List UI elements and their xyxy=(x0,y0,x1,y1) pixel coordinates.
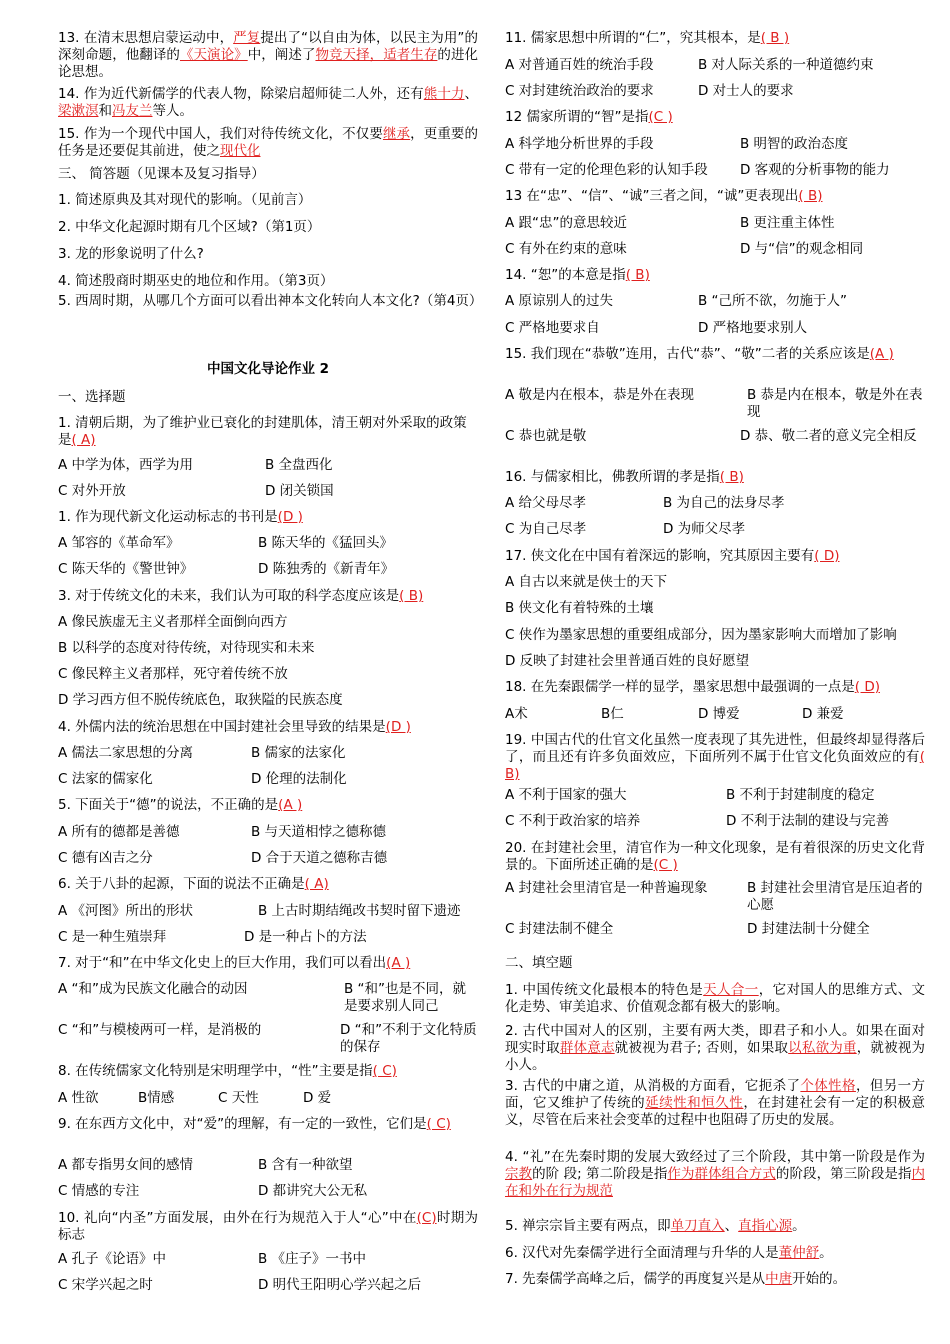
answer: 群体意志 xyxy=(559,1040,615,1056)
answer: (A ) xyxy=(386,955,411,971)
option: C 像民粹主义者那样，死守着传统不放 xyxy=(58,666,288,682)
answer: (A ) xyxy=(278,797,303,813)
question-stem: 1. 作为现代新文化运动标志的书刊是(D ) xyxy=(58,509,303,525)
answer: 熊十力 xyxy=(423,86,465,102)
fill-6: 6. 汉代对先秦儒学进行全面清理与升华的人是董仲舒。 xyxy=(505,1245,833,1261)
question-stem: 18. 在先秦跟儒学一样的显学，墨家思想中最强调的一点是( D) xyxy=(505,679,880,695)
question-stem: 5. 下面关于“德”的说法，不正确的是(A ) xyxy=(58,797,303,813)
document-page: 13. 在清末思想启蒙运动中，严复提出了“以自由为体，以民主为用”的深刻命题，他翻译的《天演论》中，阐述了物竞天择，适者生存的进化论思想。 14. 作为近代新儒学的代表人物，除梁启超师徒二人外，还有熊十力、梁漱溟和冯友兰等人。 15. 作为一个现代中国人，我们对待传统文化，不仅要继承，更重要的任务是还要促其前进，使之现代化 三、 简答题（见课本及复习指导） 1. 简述原典及其对现代的影响。（见前言） 2. 中华文化起源时期有几个区域?（第1页） 3. 龙的形象说明了什么? 4. 简述殷商时期巫史的地位和作用。（第3页） 5. 西周时期，从哪几个方面可以看出神本文化转向人本文化?（第4页） 中国文化导论作业 2 一、选择题 1. 清朝后期，为了维护业已衰化的封建肌体，清王朝对外采取的政策是( A) A 中学为体，西学为用 B 全盘西化 C 对外开放 D 闭关锁国 1. 作为现代新文化运动标志的书刊是(D ) A 邹容的《革命军》 B 陈天华的《猛回头》 C 陈天华的《警世钟》 D 陈独秀的《新青年》 3. 对于传统文化的未来，我们认为可取的科学态度应该是( B) A 像民族虚无主义者那样全面倒向西方 B 以科学的态度对待传统，对待现实和未来 C 像民粹主义者那样，死守着传统不放 D 学习西方但不脱传统底色，取狭隘的民族态度 4. 外儒内法的统治思想在中国封建社会里导致的结果是(D ) A 儒法二家思想的分离 B 儒家的法家化 C 法家的儒家化 D 伦理的法制化 5. 下面关于“德”的说法，不正确的是(A ) A 所有的德都是善德 B 与天道相悖之德称德 C 德有凶吉之分 D 合于天道之德称吉德 6. 关于八卦的起源，下面的说法不正确是( A) A 《河图》所出的形状 B 上古时期结绳改书契时留下遗迹 C 是一种生殖崇拜 D 是一种占卜的方法 7. 对于“和”在中华文化史上的巨大作用，我们可以看出(A ) A “和”成为民族文化融合的动因 B “和”也是不同，就是要求别人同己 C “和”与模棱两可一样，是消极的 D “和”不利于文化特质的保存 8. 在传统儒家文化特别是宋明理学中，“性”主要是指( C) A 性欲 B情感 C 天性 D 爱 9. 在东西方文化中，对“爱”的理解，有一定的一致性，它们是( C) A 都专指男女间的感情 B 含有一种欲望 C 情感的专注 D 都讲究大公无私 10. 礼向“内圣”方面发展，由外在行为规范入于人“心”中在(C)时期为标志 A 孔子《论语》中 B 《庄子》一书中 C 宋学兴起之时 D 明代王阳明心学兴起之后 11. 儒家思想中所谓的“仁”，究其根本，是( B ) A 对普通百姓的统治手段 B 对人际关系的一种道德约束 C 对封建统治政治的要求 D 对士人的要求 12 儒家所谓的“智”是指(C ) A 科学地分析世界的手段 B 明智的政治态度 C 带有一定的伦理色彩的认知手段 D 客观的分析事物的能力 13 在“忠”、“信”、“诚”三者之间，“诚”更表现出( B) A 跟“忠”的意思较近 B 更注重主体性 C 有外在约束的意味 D 与“信”的观念相同 14. “恕”的本意是指( B) A 原谅别人的过失 B “己所不欲，勿施于人” C 严格地要求自 D 严格地要求别人 15. 我们现在“恭敬”连用，古代“恭”、“敬”二者的关系应该是(A ) A 敬是内在根本，恭是外在表现 B 恭是内在根本，敬是外在表现 C 恭也就是敬 D 恭、敬二者的意义完全相反 16. 与儒家相比，佛教所谓的孝是指( B) A 给父母尽孝 B 为自己的法身尽孝 C 为自己尽孝 D 为师父尽孝 17. 侠文化在中国有着深远的影响，究其原因主要有( D) A 自古以来就是侠士的天下 B 侠文化有着特殊的土壤 C 侠作为墨家思想的重要组成部分，因为墨家影响大而增加了影响 D 反映了封建社会里普通百姓的良好愿望 18. 在先秦跟儒学一样的显学，墨家思想中最强调的一点是( D) A术 B仁 D 博爱 D 兼爱 19. 中国古代的仕官文化虽然一度表现了其先进性，但最终却显得落后了，而且还有许多负面效应，下面所列不属于仕官文化负面效应的有( B) A 不利于国家的强大 B 不利于封建制度的稳定 C 不利于政治家的培养 D 不利于法制的建设与完善 20. 在封建社会里，清官作为一种文化现象，是有着很深的历史文化背景的。下面所述正确的是(C ) A 封建社会里清官是一种普遍现象 B 封建社会里清官是压迫者的心愿 C 封建法制不健全 D 封建法制十分健全 二、填空题 1. 中国传统文化最根本的特色是天人合一，它对国人的思维方式、文化走势、审美追求、价值观念都有极大的影响。 2. 古代中国对人的区别，主要有两大类，即君子和小人。如果在面对现实时取群体意志就被视为君子; 否则，如果取以私欲为重，就被视为小人。 3. 古代的中庸之道，从消极的方面看，它扼杀了个体性格，但另一方面，它又维护了传统的延续性和恒久性，在封建社会有一定的积极意义，尽管在后来社会变革的过程中也阻碍了历史的发展。 4. “礼”在先秦时期的发展大致经过了三个阶段，其中第一阶段是作为宗教的阶 段; 第二阶段是指作为群体组合方式的阶段，第三阶段是指内在和外在行为规范 5. 禅宗宗旨主要有两点，即单刀直入、直指心源。 6. 汉代对先秦儒学进行全面清理与升华的人是董仲舒。 7. 先秦儒学高峰之后，儒学的再度复兴是从中唐开始的。 xyxy=(58,30,926,1293)
option: B 侠文化有着特殊的土壤 xyxy=(505,600,654,616)
page-title: 中国文化导论作业 2 xyxy=(206,361,330,377)
question-stem: 20. 在封建社会里，清官作为一种文化现象，是有着很深的历史文化背景的。下面所述正确的是(C ) xyxy=(505,840,925,873)
fill-5: 5. 禅宗宗旨主要有两点，即单刀直入、直指心源。 xyxy=(505,1218,806,1234)
text: 的进化论思想。 xyxy=(58,47,479,80)
answer: ( D) xyxy=(854,679,880,695)
short-answer-item: 2. 中华文化起源时期有几个区域?（第1页） xyxy=(58,219,321,235)
fill-2: 2. 古代中国对人的区别，主要有两大类，即君子和小人。如果在面对现实时取群体意志就被视为君子; 否则，如果取以私欲为重，就被视为小人。 xyxy=(505,1023,926,1073)
answer: ( B ) xyxy=(760,30,790,46)
option: A 像民族虚无主义者那样全面倒向西方 xyxy=(58,614,288,630)
answer: 冯友兰 xyxy=(112,103,153,119)
answer: ( C) xyxy=(372,1063,397,1079)
answer: 宗教 xyxy=(505,1166,533,1182)
text: 、 xyxy=(464,86,479,102)
answer: ( C) xyxy=(426,1116,451,1132)
question-stem: 1. 清朝后期，为了维护业已衰化的封建肌体，清王朝对外采取的政策是( A) xyxy=(58,415,467,448)
answer: ( B) xyxy=(505,749,925,782)
answer: ( A) xyxy=(71,432,96,448)
text: 提出了“以自由为体，以民主为用”的深刻命题，他翻译的 xyxy=(58,30,478,63)
answer: ( B) xyxy=(625,267,650,283)
fill-4: 4. “礼”在先秦时期的发展大致经过了三个阶段，其中第一阶段是作为宗教的阶 段; 第二阶段是指作为群体组合方式的阶段，第三阶段是指内在和外在行为规范 xyxy=(505,1149,926,1199)
short-answer-item: 5. 西周时期，从哪几个方面可以看出神本文化转向人本文化?（第4页） xyxy=(58,293,483,309)
fill-7: 7. 先秦儒学高峰之后，儒学的再度复兴是从中唐开始的。 xyxy=(505,1271,847,1287)
fill-1: 1. 中国传统文化最根本的特色是天人合一，它对国人的思维方式、文化走势、审美追求、价值观念都有极大的影响。 xyxy=(505,982,925,1015)
text: 14. 作为近代新儒学的代表人物，除梁启超师徒二人外，还有 xyxy=(58,86,424,102)
short-answer-item: 4. 简述殷商时期巫史的地位和作用。（第3页） xyxy=(58,273,334,289)
section-heading: 三、 简答题（见课本及复习指导） xyxy=(58,166,265,182)
question-stem: 10. 礼向“内圣”方面发展，由外在行为规范入于人“心”中在(C)时期为标志 xyxy=(58,1210,478,1243)
fill-14 xyxy=(58,86,478,120)
answer: (C) xyxy=(416,1210,437,1226)
answer: ( B) xyxy=(719,469,744,485)
option: B 以科学的态度对待传统，对待现实和未来 xyxy=(58,640,315,656)
answer: ( B) xyxy=(798,188,823,204)
answer: 以私欲为重 xyxy=(788,1040,857,1056)
question-stem: 16. 与儒家相比，佛教所谓的孝是指( B) xyxy=(505,469,744,485)
text: 等人。 xyxy=(152,103,193,119)
text: 和 xyxy=(98,103,112,119)
answer: 继承 xyxy=(382,126,411,142)
short-answer-item: 1. 简述原典及其对现代的影响。（见前言） xyxy=(58,192,312,208)
answer: 物竞天择，适者生存 xyxy=(315,47,438,63)
question-stem: 6. 关于八卦的起源，下面的说法不正确是( A) xyxy=(58,876,329,892)
question-stem: 8. 在传统儒家文化特别是宋明理学中，“性”主要是指( C) xyxy=(58,1063,397,1079)
fill-13 xyxy=(58,30,478,81)
option: C 侠作为墨家思想的重要组成部分，因为墨家影响大而增加了影响 xyxy=(505,627,897,643)
answer: ( A) xyxy=(304,876,329,892)
answer: 延续性和恒久性 xyxy=(645,1095,744,1111)
question-stem: 11. 儒家思想中所谓的“仁”，究其根本，是( B ) xyxy=(505,30,790,46)
answer: 内在和外在行为规范 xyxy=(505,1166,926,1199)
answer: (A ) xyxy=(869,346,894,362)
question-stem: 3. 对于传统文化的未来，我们认为可取的科学态度应该是( B) xyxy=(58,588,424,604)
text: 中，阐述了 xyxy=(247,47,316,63)
question-stem: 19. 中国古代的仕官文化虽然一度表现了其先进性，但最终却显得落后了，而且还有许多负面效应，下面所列不属于仕官文化负面效应的有( B) xyxy=(505,732,925,782)
answer: 梁漱溟 xyxy=(58,103,99,119)
answer: 严复 xyxy=(233,30,261,46)
section-heading: 二、填空题 xyxy=(505,955,573,971)
short-answer-item: 3. 龙的形象说明了什么? xyxy=(58,246,204,262)
answer: 中唐 xyxy=(765,1271,793,1287)
text: ，更重要的任务是还要促其前进，使之 xyxy=(58,126,479,159)
question-stem: 15. 我们现在“恭敬”连用，古代“恭”、“敬”二者的关系应该是(A ) xyxy=(505,346,894,362)
question-stem: 13 在“忠”、“信”、“诚”三者之间，“诚”更表现出( B) xyxy=(505,188,823,204)
answer: ( D) xyxy=(814,548,840,564)
option: A 自古以来就是侠士的天下 xyxy=(505,574,668,590)
text: 15. 作为一个现代中国人，我们对待传统文化，不仅要 xyxy=(58,126,383,142)
answer: (C ) xyxy=(648,109,673,125)
question-stem: 7. 对于“和”在中华文化史上的巨大作用，我们可以看出(A ) xyxy=(58,955,411,971)
answer: 直指心源 xyxy=(738,1218,793,1234)
question-stem: 12 儒家所谓的“智”是指(C ) xyxy=(505,109,673,125)
answer: 《天演论》 xyxy=(179,47,248,63)
answer: 现代化 xyxy=(220,143,261,159)
question-stem: 14. “恕”的本意是指( B) xyxy=(505,267,650,283)
section-heading: 一、选择题 xyxy=(58,389,126,405)
text: 13. 在清末思想启蒙运动中， xyxy=(58,30,234,46)
answer: 董仲舒 xyxy=(778,1245,820,1261)
answer: 单刀直入 xyxy=(670,1218,725,1234)
question-stem: 17. 侠文化在中国有着深远的影响，究其原因主要有( D) xyxy=(505,548,840,564)
fill-3: 3. 古代的中庸之道，从消极的方面看，它扼杀了个体性格，但另一方面，它又维护了传统的延续性和恒久性，在封建社会有一定的积极意义，尽管在后来社会变革的过程中也阻碍了历史的发展。 xyxy=(505,1078,926,1128)
option: D 学习西方但不脱传统底色，取狭隘的民族态度 xyxy=(58,692,343,708)
option: D 反映了封建社会里普通百姓的良好愿望 xyxy=(505,653,750,669)
answer: (D ) xyxy=(277,509,303,525)
answer: (D ) xyxy=(385,719,411,735)
question-stem: 4. 外儒内法的统治思想在中国封建社会里导致的结果是(D ) xyxy=(58,719,411,735)
question-stem: 9. 在东西方文化中，对“爱”的理解，有一定的一致性，它们是( C) xyxy=(58,1116,451,1132)
answer: 个体性格 xyxy=(800,1078,856,1094)
answer: 作为群体组合方式 xyxy=(667,1166,776,1182)
answer: 天人合一 xyxy=(703,982,759,998)
answer: (C ) xyxy=(653,857,678,873)
answer: ( B) xyxy=(399,588,424,604)
fill-15 xyxy=(58,126,478,160)
